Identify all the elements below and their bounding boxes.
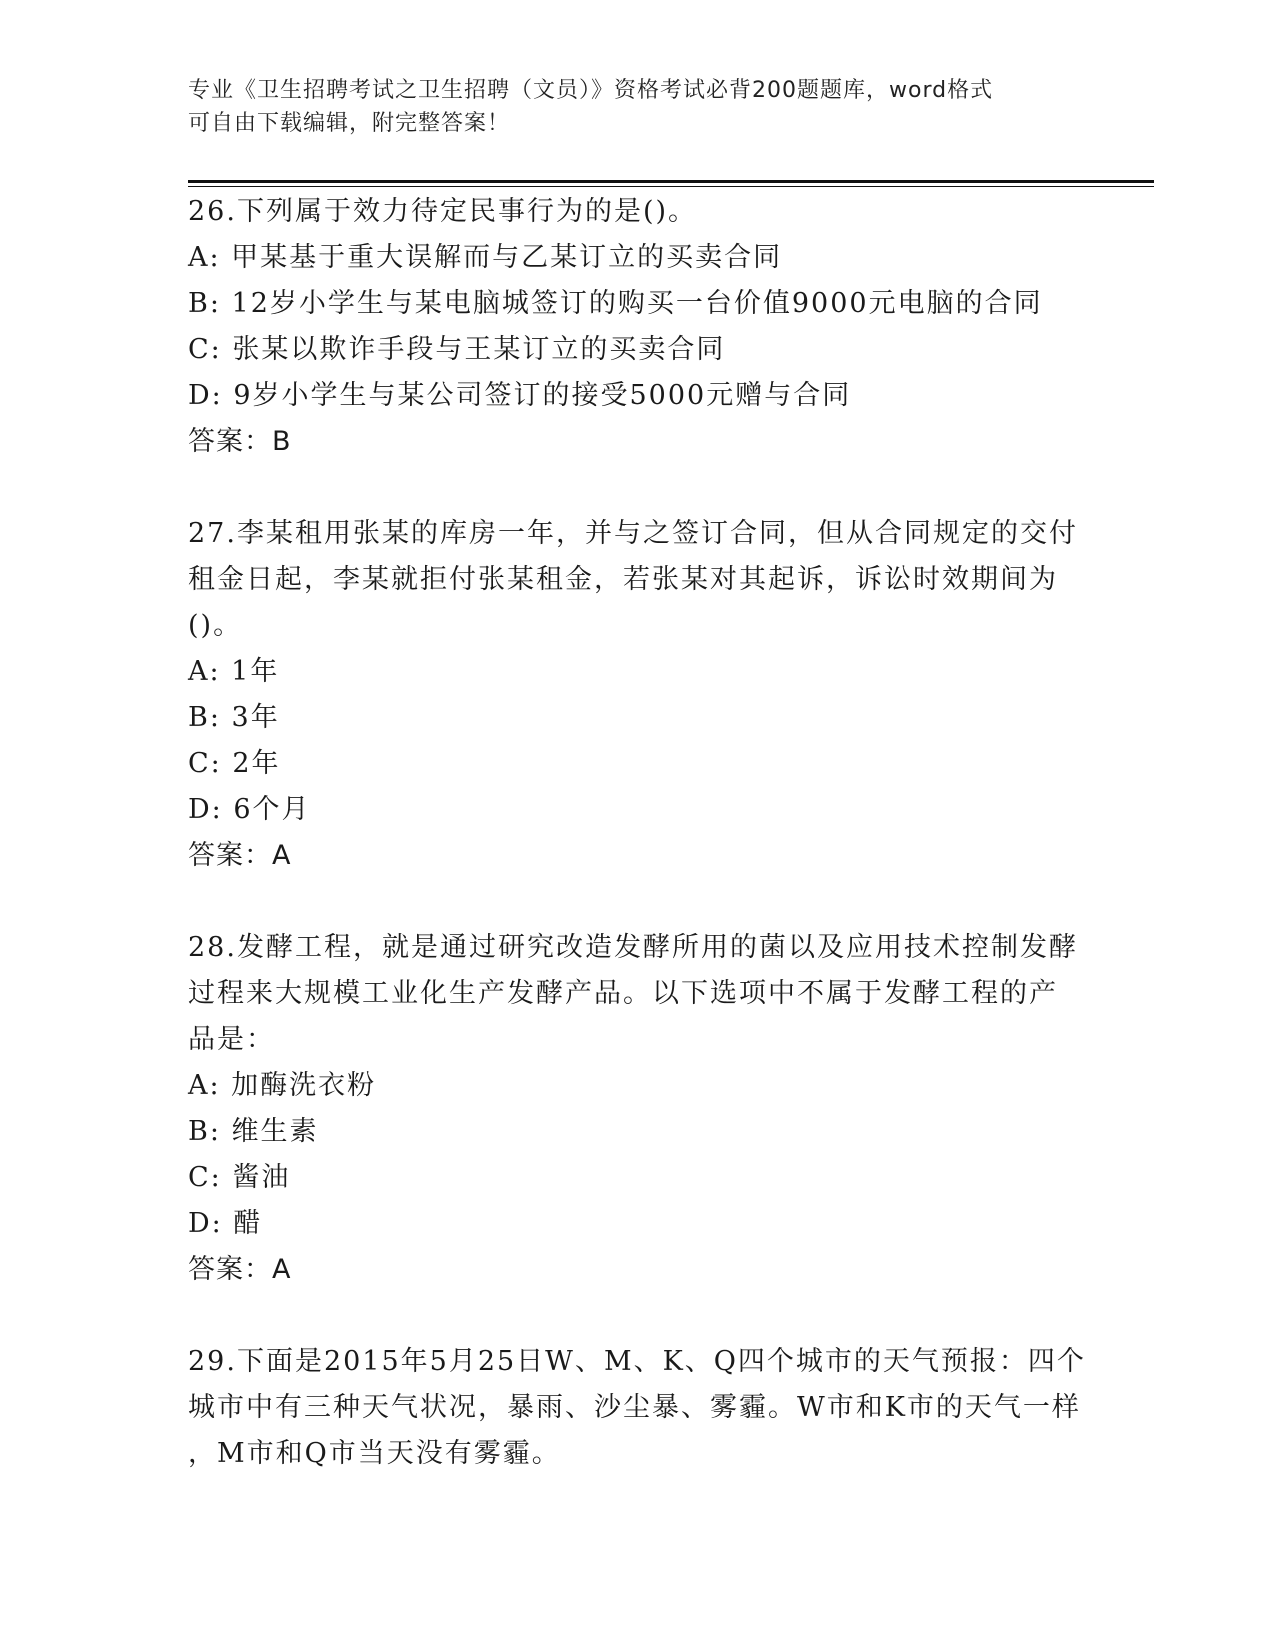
option-c: C: 酱油 (188, 1162, 291, 1193)
option-b: B: 3年 (188, 702, 280, 733)
option-d: D: 9岁小学生与某公司签订的接受5000元赠与合同 (188, 380, 852, 411)
option-a: A: 1年 (188, 656, 280, 687)
question-item (188, 189, 1088, 465)
option-a: A: 甲某基于重大误解而与乙某订立的买卖合同 (188, 242, 783, 273)
option-b: B: 12岁小学生与某电脑城签订的购买一台价值9000元电脑的合同 (188, 288, 1043, 319)
answer-label: 答案：B (188, 426, 292, 457)
question-item (188, 925, 1088, 1293)
header-divider-thick (188, 180, 1154, 183)
option-d: D: 6个月 (188, 794, 311, 825)
question-stem: 26.下列属于效力待定民事行为的是()。 (188, 196, 698, 227)
answer-label: 答案：A (188, 840, 292, 871)
question-item (188, 511, 1088, 879)
option-c: C: 张某以欺诈手段与王某订立的买卖合同 (188, 334, 726, 365)
question-stem-line: 品是： (188, 1024, 275, 1055)
option-c: C: 2年 (188, 748, 281, 779)
header-line-1: 专业《卫生招聘考试之卫生招聘（文员）》资格考试必背200题题库，word格式 (188, 78, 994, 103)
document-header (188, 74, 1068, 140)
question-list (188, 189, 1088, 1523)
option-d: D: 醋 (188, 1208, 263, 1239)
question-item (188, 1339, 1088, 1477)
question-stem-line: 租金日起，李某就拒付张某租金，若张某对其起诉，诉讼时效期间为 (188, 564, 1058, 595)
question-stem-line: 27.李某租用张某的库房一年，并与之签订合同，但从合同规定的交付 (188, 518, 1078, 549)
option-a: A: 加酶洗衣粉 (188, 1070, 377, 1101)
question-stem-line: 29.下面是2015年5月25日W、M、K、Q四个城市的天气预报：四个 (188, 1346, 1086, 1377)
question-stem-line: 28.发酵工程，就是通过研究改造发酵所用的菌以及应用技术控制发酵 (188, 932, 1078, 963)
question-stem-line: ，M市和Q市当天没有雾霾。 (188, 1438, 561, 1469)
question-stem-line: ()。 (188, 610, 243, 641)
header-line-2: 可自由下载编辑，附完整答案！ (188, 111, 511, 136)
question-stem-line: 过程来大规模工业化生产发酵产品。以下选项中不属于发酵工程的产 (188, 978, 1058, 1009)
header-divider-thin (188, 186, 1154, 187)
option-b: B: 维生素 (188, 1116, 319, 1147)
question-stem-line: 城市中有三种天气状况，暴雨、沙尘暴、雾霾。W市和K市的天气一样 (188, 1392, 1081, 1423)
answer-label: 答案：A (188, 1254, 292, 1285)
